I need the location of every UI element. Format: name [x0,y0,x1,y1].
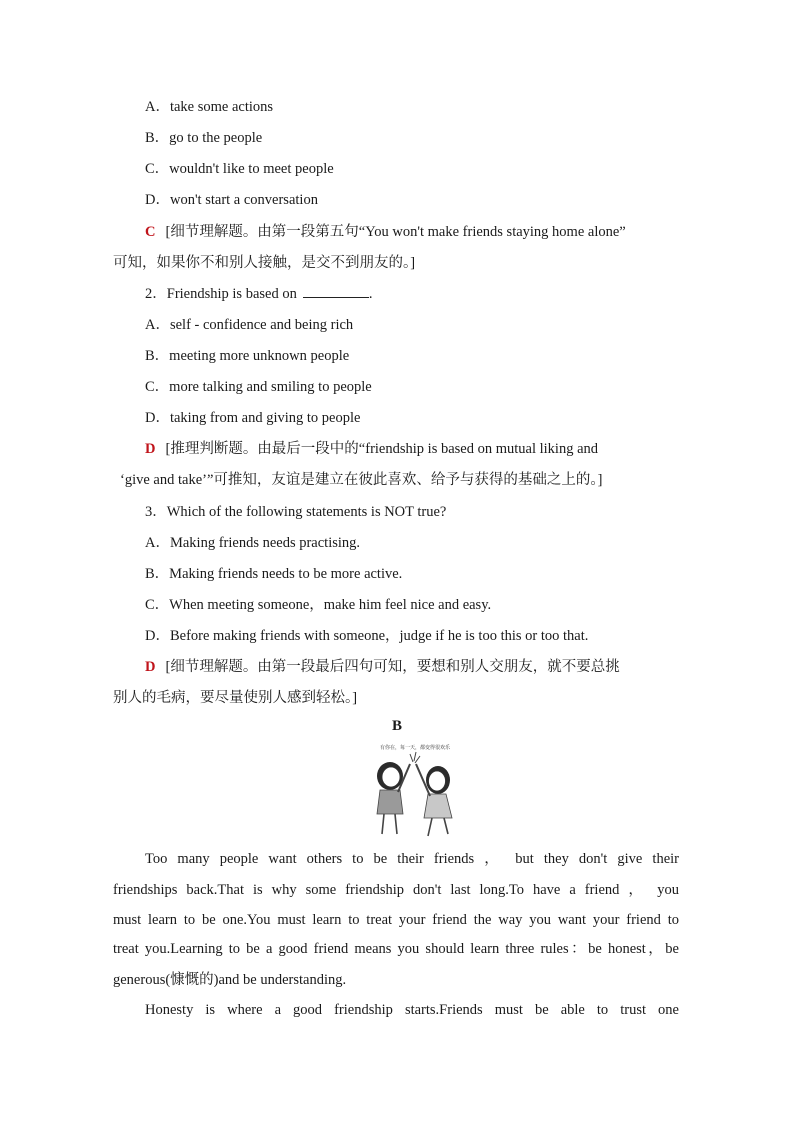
q2-answer-line-1 [145,439,598,459]
q3-option-c: C．When meeting someone，make him feel nice and easy. [145,597,492,613]
q2-option-b: B．meeting more unknown people [145,348,350,364]
para1-line-5: generous(慷慨的)and be understanding. [113,972,347,988]
para2-line-1: Honesty is where a good friendship starts.Friends must be able to trust one [145,1002,679,1018]
para1-line-4: treat you.Learning to be a good friend means you should learn three rules：be honest，be [113,941,679,957]
q1-answer-line-1 [145,222,626,242]
q2-answer-text-1: [推理判断题。由最后一段中的“friendship is based on mutual liking and [165,441,599,457]
q3-answer-text-1: [细节理解题。由第一段最后四句可知，要想和别人交朋友，就不要总挑 [165,659,620,675]
illustration-caption: 有你在，每一天，都变得很欢乐 [379,745,450,751]
q2-answer-letter: D [145,441,156,457]
q1-option-b: B．go to the people [145,130,263,146]
q3-answer-line-1 [145,657,620,677]
q2-stem-text: 2．Friendship is based on [145,286,297,302]
q1-answer-letter: C [145,224,156,240]
q1-answer-text-1: [细节理解题。由第一段第五句“You won't make friends staying home alone” [165,224,626,240]
section-b-title: B [391,718,402,734]
q2-option-d: D．taking from and giving to people [145,410,361,426]
friends-illustration [360,744,470,840]
q3-answer-line-2: 别人的毛病，要尽量使别人感到轻松。] [113,690,358,706]
q2-answer-line-2: ‘give and take’”可推知，友谊是建立在彼此喜欢、给予与获得的基础之上的。] [120,472,603,488]
q1-answer-line-2: 可知，如果你不和别人接触，是交不到朋友的。] [113,255,416,271]
q2-option-a: A．self - confidence and being rich [145,317,354,333]
q2-blank [303,285,369,298]
para1-line-2: friendships back.That is why some friendship don't last long.To have a friend ， you [113,882,679,898]
q2-option-c: C．more talking and smiling to people [145,379,372,395]
two-girls-high-five-icon [360,744,470,840]
q1-option-d: D．won't start a conversation [145,192,318,208]
q3-option-d: D．Before making friends with someone，judge if he is too this or too that. [145,628,589,644]
q3-answer-letter: D [145,659,156,675]
para1-line-3: must learn to be one.You must learn to treat your friend the way you want your friend to [113,912,679,928]
q1-option-c: C．wouldn't like to meet people [145,161,334,177]
q3-option-a: A．Making friends needs practising. [145,535,361,551]
q2-stem-end: . [368,286,373,302]
q3-stem: 3．Which of the following statements is NOT true? [145,504,447,520]
q3-option-b: B．Making friends needs to be more active. [145,566,403,582]
q2-stem [145,284,372,304]
para1-line-1: Too many people want others to be their friends ， but they don't give their [145,851,679,867]
q1-option-a: A．take some actions [145,99,274,115]
